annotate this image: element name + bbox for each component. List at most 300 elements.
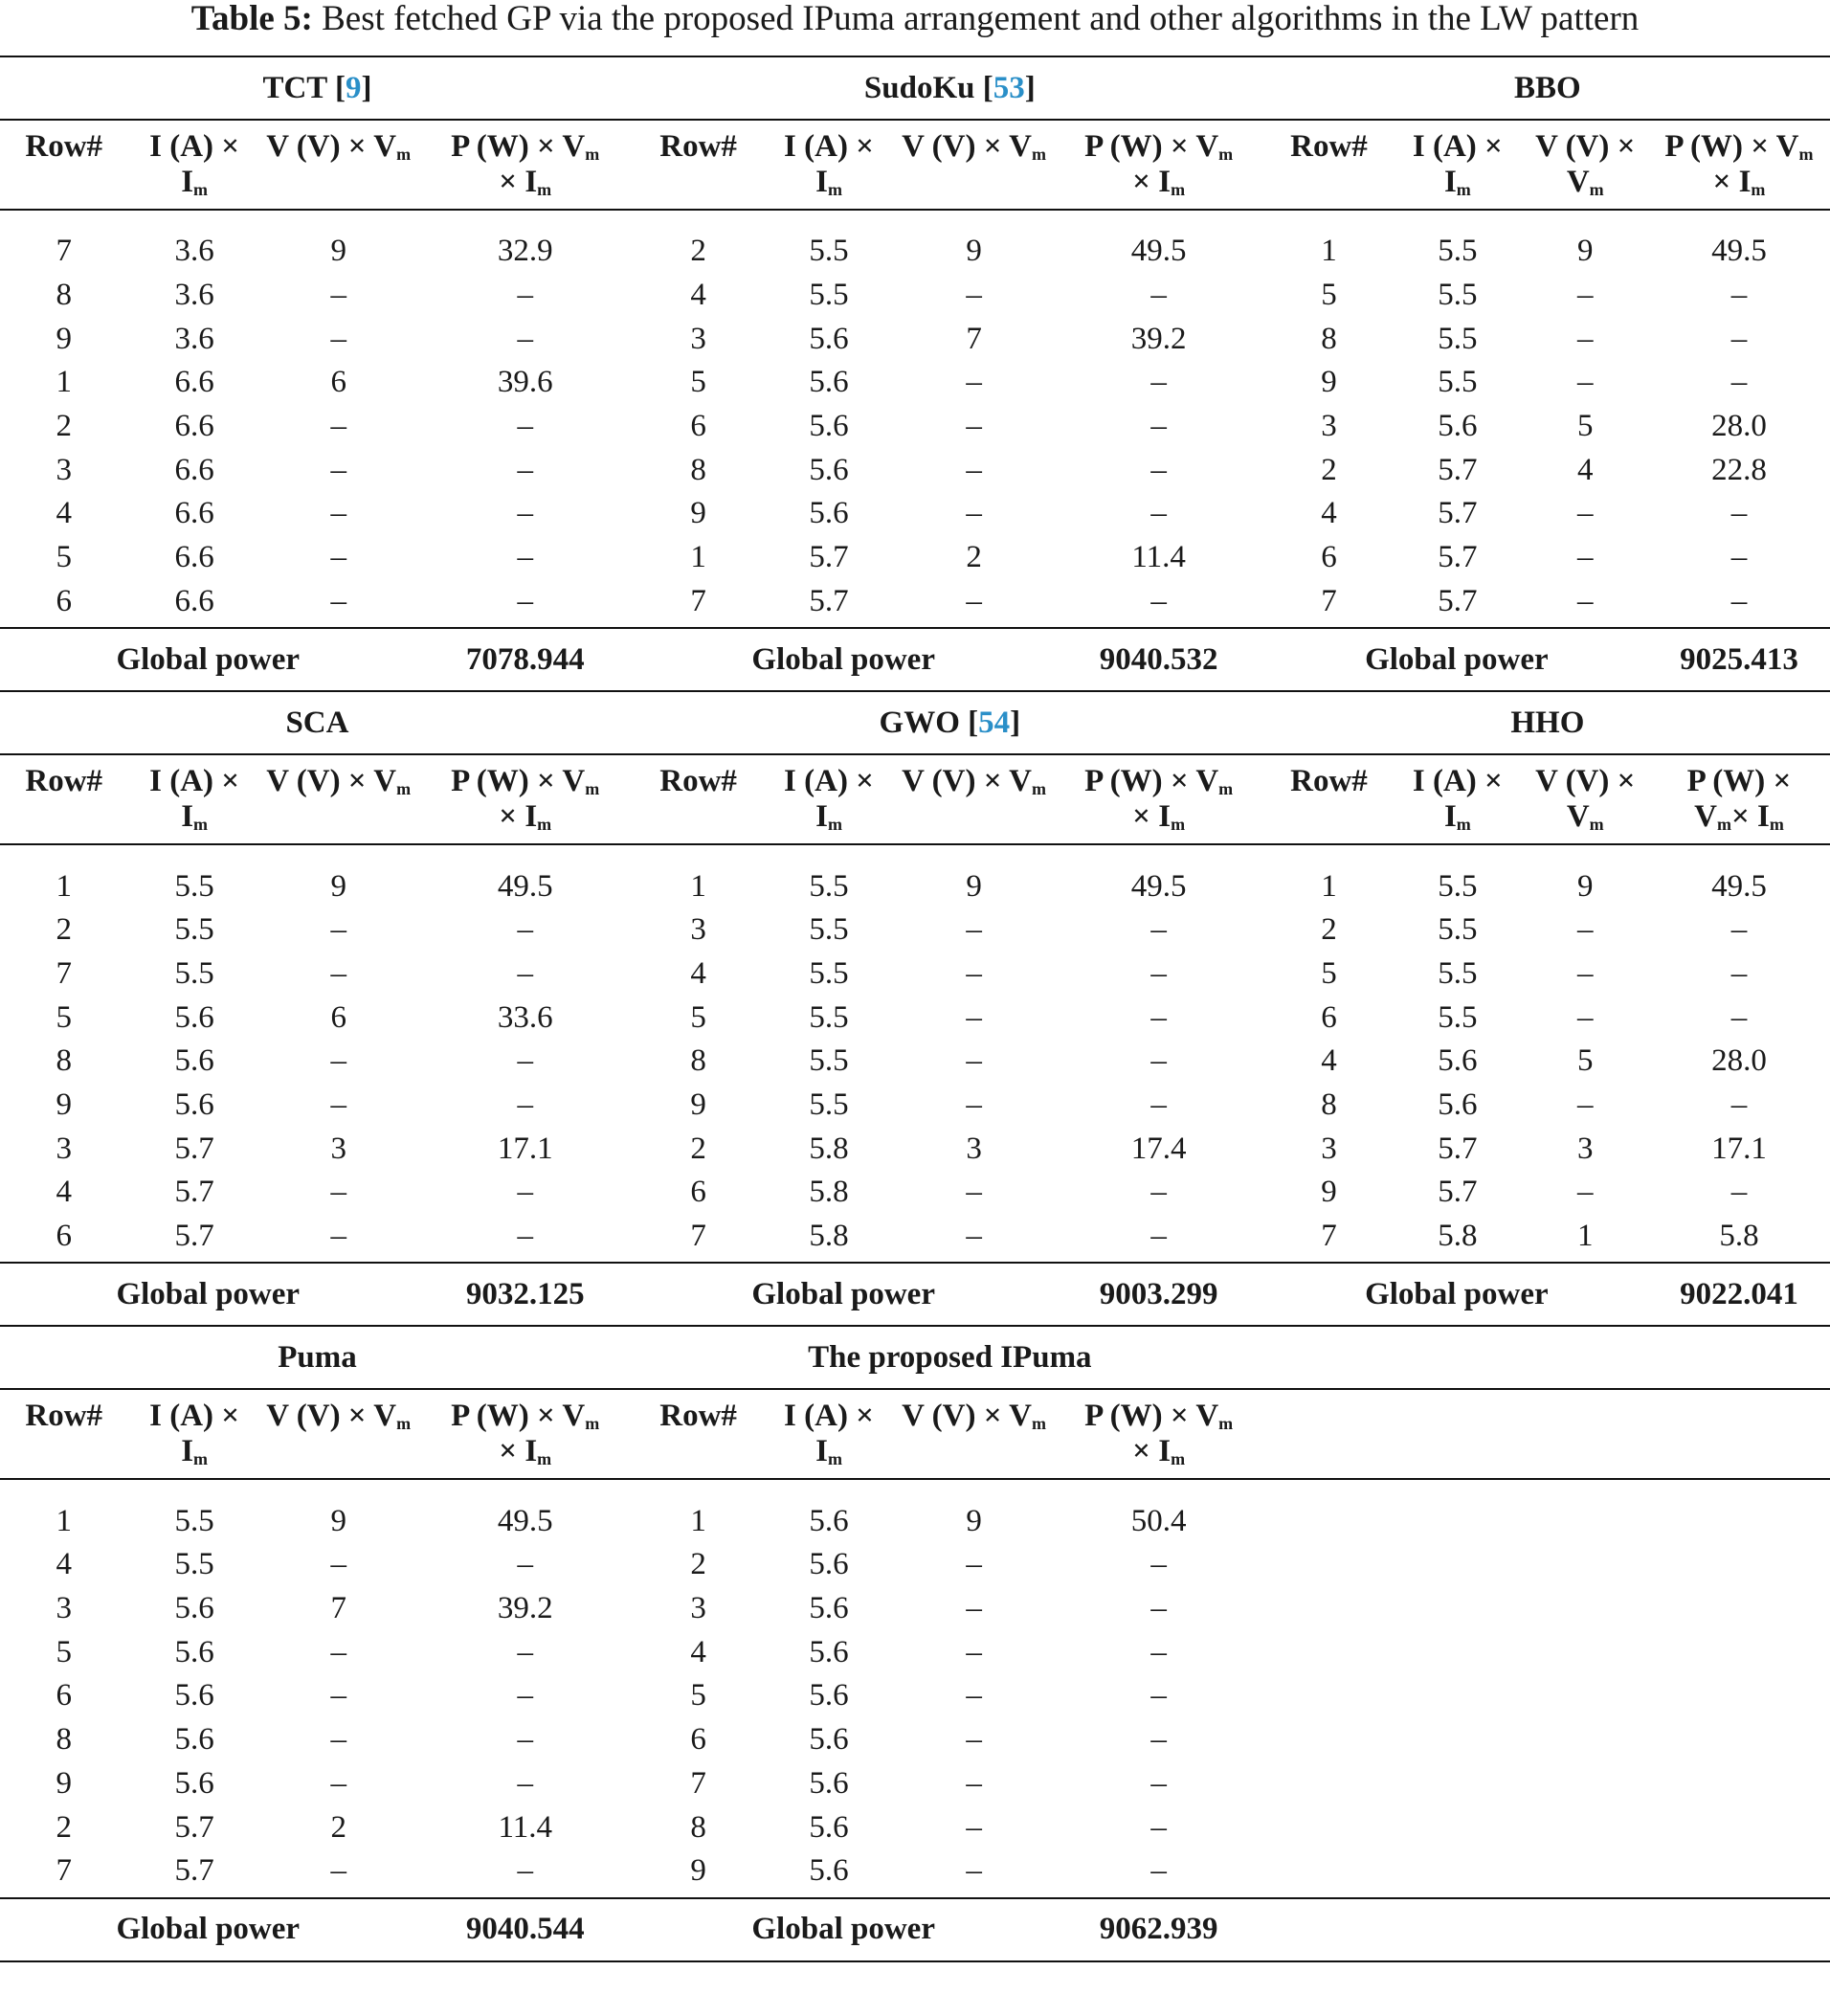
header-cell: P $(W) \times V_m$ — [451, 764, 600, 799]
table-cell: 5.7 — [174, 1809, 214, 1845]
table-cell: 6 — [56, 1678, 72, 1714]
header-cell: $V_m\times I_m$ — [1648, 799, 1830, 844]
header-cell: $I_m$ — [127, 799, 260, 844]
table-cell: 5.7 — [1438, 583, 1478, 618]
header-cell: Row# — [25, 1399, 103, 1434]
algorithm-title — [0, 691, 635, 754]
table-cell: 5.6 — [809, 1678, 849, 1714]
results-table — [0, 56, 1830, 1962]
subscript-m: m — [585, 779, 600, 799]
table-cell: – — [517, 955, 533, 991]
table-cell: – — [330, 278, 346, 313]
table-cell: – — [1577, 912, 1594, 948]
table-cell: – — [1730, 955, 1748, 991]
table-cell: 5.6 — [809, 452, 849, 487]
reference-link[interactable]: 53 — [993, 70, 1025, 105]
header-cell: × $I_m$ — [416, 799, 635, 844]
table-cell: 5.6 — [809, 409, 849, 444]
empty-cell — [1265, 1805, 1393, 1849]
table-cell: 8 — [690, 452, 706, 487]
table-cell: 5.6 — [809, 496, 849, 531]
header-cell: × $I_m$ — [1052, 1434, 1264, 1479]
spacer-row — [0, 210, 1830, 230]
header-cell — [896, 165, 1053, 210]
table-cell: – — [1150, 1175, 1167, 1210]
subscript-m: m — [193, 815, 209, 835]
table-cell: – — [330, 1853, 346, 1889]
table-cell: – — [966, 1043, 982, 1079]
table-cell: 6.6 — [174, 409, 214, 444]
global-power-label: Global power — [635, 1898, 1053, 1961]
header-cell: V $(V) \times V_m$ — [266, 1399, 412, 1434]
table-cell: 5 — [1577, 409, 1594, 444]
table-cell: – — [1150, 365, 1167, 400]
table-cell: 1 — [1577, 1219, 1594, 1254]
header-cell: I (A) × — [149, 764, 240, 799]
table-cell: 49.5 — [1711, 868, 1767, 904]
subscript-m: m — [827, 180, 842, 199]
table-cell: 5.6 — [174, 1722, 214, 1758]
header-cell: $I_m$ — [1393, 165, 1522, 210]
table-cell: – — [1150, 452, 1167, 487]
table-cell: – — [330, 1634, 346, 1669]
table-cell: 5.5 — [174, 868, 214, 904]
table-cell: 5.7 — [174, 1131, 214, 1166]
table-cell: – — [1150, 1722, 1167, 1758]
subscript-m: m — [1171, 180, 1186, 199]
empty-cell — [1523, 1434, 1648, 1479]
table-cell: 5.6 — [174, 999, 214, 1035]
table-cell: 9 — [1321, 365, 1337, 400]
subscript-m: m — [396, 1414, 412, 1434]
table-cell: 5 — [1577, 1043, 1594, 1079]
table-cell: 5.7 — [174, 1219, 214, 1254]
table-cell: 3 — [1321, 409, 1337, 444]
table-cell: 5.6 — [809, 1809, 849, 1845]
table-cell: 6 — [690, 1722, 706, 1758]
table-cell: 8 — [1321, 321, 1337, 356]
table-cell: 5 — [690, 999, 706, 1035]
algorithm-name: TCT [ — [262, 70, 346, 105]
table-cell: – — [517, 452, 533, 487]
header-row-2 — [0, 165, 1830, 210]
subscript-m: m — [396, 145, 412, 164]
subscript-m: m — [1218, 779, 1234, 799]
header-cell — [261, 1434, 416, 1479]
table-cell: 9 — [56, 1765, 72, 1801]
global-power-label: Global power — [1265, 628, 1648, 691]
spacer-cell — [0, 210, 1830, 230]
header-cell: V (V) × — [1535, 764, 1636, 799]
empty-cell — [1648, 1543, 1830, 1587]
table-cell: 2 — [690, 1547, 706, 1582]
table-cell: – — [330, 409, 346, 444]
table-cell: – — [1730, 321, 1748, 356]
bracket: ] — [1010, 705, 1021, 740]
table-cell: 33.6 — [497, 999, 553, 1035]
header-cell — [635, 799, 762, 844]
table-row — [0, 1171, 1830, 1215]
header-cell — [1265, 165, 1393, 210]
header-cell: $I_m$ — [762, 799, 895, 844]
algorithm-name: SCA — [285, 705, 349, 740]
table-cell: – — [517, 1043, 533, 1079]
table-cell: 9 — [966, 234, 982, 269]
subscript-m: m — [537, 1449, 552, 1469]
table-cell: 7 — [690, 1219, 706, 1254]
table-cell: – — [1150, 955, 1167, 991]
global-power-value: 7078.944 — [416, 628, 635, 691]
table-row — [0, 1762, 1830, 1806]
empty-cell — [1523, 1587, 1648, 1631]
reference-link[interactable]: 9 — [345, 70, 362, 105]
table-cell: – — [517, 1765, 533, 1801]
table-row — [0, 996, 1830, 1040]
table-cell: 1 — [690, 540, 706, 575]
table-cell: – — [330, 1043, 346, 1079]
header-cell: P $(W) \times V_m$ — [1084, 1399, 1234, 1434]
header-cell: Row# — [25, 764, 103, 799]
table-cell: 6 — [690, 409, 706, 444]
algorithm-title — [635, 56, 1265, 120]
empty-cell — [1265, 1434, 1393, 1479]
algorithm-title — [1265, 56, 1830, 120]
table-cell: 9 — [966, 1503, 982, 1538]
table-cell: – — [1150, 1219, 1167, 1254]
header-cell — [896, 799, 1053, 844]
table-cell: – — [517, 1678, 533, 1714]
table-cell: 39.2 — [497, 1591, 553, 1626]
table-cell: – — [1150, 912, 1167, 948]
table-cell: 49.5 — [1130, 868, 1187, 904]
table-cell: – — [966, 1634, 982, 1669]
header-cell: P $(W) \times V_m$ — [1664, 129, 1814, 164]
table-cell: – — [966, 1086, 982, 1122]
table-cell: 5.6 — [174, 1678, 214, 1714]
header-cell: I (A) × — [784, 129, 874, 164]
global-power-value: 9032.125 — [416, 1263, 635, 1326]
table-cell: – — [1730, 365, 1748, 400]
header-cell: $I_m$ — [1393, 799, 1522, 844]
header-cell: I (A) × — [1412, 129, 1503, 164]
header-row — [0, 1389, 1830, 1434]
table-cell: 1 — [56, 365, 72, 400]
global-power-value: 9040.544 — [416, 1898, 635, 1961]
header-cell — [0, 165, 127, 210]
table-cell: – — [1730, 540, 1748, 575]
table-cell: – — [1150, 409, 1167, 444]
table-cell: 7 — [330, 1591, 346, 1626]
table-cell: – — [330, 583, 346, 618]
table-cell: – — [517, 540, 533, 575]
table-cell: 6.6 — [174, 365, 214, 400]
global-power-value: 9003.299 — [1052, 1263, 1264, 1326]
table-row — [0, 1587, 1830, 1631]
table-cell: 5.6 — [1438, 409, 1478, 444]
table-row — [0, 952, 1830, 997]
table-cell: 5.6 — [809, 1634, 849, 1669]
table-cell: 5.5 — [174, 912, 214, 948]
header-row-2 — [0, 799, 1830, 844]
table-cell: 2 — [690, 1131, 706, 1166]
table-cell: 4 — [56, 1175, 72, 1210]
table-cell: – — [330, 1547, 346, 1582]
subscript-m: m — [585, 145, 600, 164]
table-cell: 6.6 — [174, 540, 214, 575]
algorithm-name: SudoKu [ — [863, 70, 993, 105]
table-cell: – — [517, 321, 533, 356]
empty-cell — [1648, 1762, 1830, 1806]
table-cell: – — [1150, 583, 1167, 618]
table-cell: 5.5 — [809, 955, 849, 991]
subscript-m: m — [1218, 1414, 1234, 1434]
subscript-m: m — [1218, 145, 1234, 164]
table-cell: 3.6 — [174, 278, 214, 313]
table-cell: 49.5 — [1711, 234, 1767, 269]
header-cell: I (A) × — [1412, 764, 1503, 799]
empty-cell — [1648, 1499, 1830, 1543]
empty-cell — [1393, 1805, 1522, 1849]
header-cell — [261, 165, 416, 210]
table-cell: 5.7 — [1438, 1131, 1478, 1166]
table-row — [0, 1718, 1830, 1762]
subscript-m: m — [1589, 180, 1604, 199]
empty-cell — [1265, 1898, 1830, 1961]
table-cell: 28.0 — [1711, 409, 1767, 444]
table-cell: 8 — [690, 1809, 706, 1845]
bracket: ] — [361, 70, 372, 105]
table-cell: 3 — [690, 1591, 706, 1626]
table-cell: 5.7 — [809, 583, 849, 618]
table-cell: 5.8 — [809, 1175, 849, 1210]
table-cell: 5.5 — [809, 234, 849, 269]
table-row — [0, 908, 1830, 952]
table-row — [0, 536, 1830, 580]
table-cell: – — [330, 321, 346, 356]
table-cell: 5 — [56, 1634, 72, 1669]
header-cell — [0, 1434, 127, 1479]
table-cell: – — [966, 496, 982, 531]
header-cell — [1265, 799, 1393, 844]
table-cell: 39.6 — [497, 365, 553, 400]
header-row — [0, 754, 1830, 799]
empty-cell — [1393, 1762, 1522, 1806]
header-cell: P $(W) \times V_m$ — [451, 1399, 600, 1434]
global-power-row — [0, 1263, 1830, 1326]
subscript-m: m — [1751, 180, 1766, 199]
table-cell: 3 — [1577, 1131, 1594, 1166]
subscript-m: m — [1798, 145, 1814, 164]
table-cell: 3 — [690, 321, 706, 356]
algorithm-title — [635, 1326, 1265, 1389]
table-cell: – — [517, 1547, 533, 1582]
table-cell: 1 — [56, 868, 72, 904]
table-cell: – — [1577, 583, 1594, 618]
table-cell: 4 — [690, 955, 706, 991]
table-cell: 5.6 — [809, 1503, 849, 1538]
table-cell: 5.5 — [174, 1547, 214, 1582]
table-cell: – — [517, 1175, 533, 1210]
table-cell: 5.5 — [1438, 955, 1478, 991]
table-cell: 7 — [1321, 1219, 1337, 1254]
global-power-label: Global power — [0, 1898, 416, 1961]
table-cell: 5.8 — [1719, 1219, 1759, 1254]
table-row — [0, 1084, 1830, 1128]
header-cell: V (V) × — [1535, 129, 1636, 164]
table-cell: 49.5 — [497, 868, 553, 904]
table-cell: – — [1730, 1175, 1748, 1210]
global-power-label: Global power — [635, 628, 1053, 691]
table-cell: 5.6 — [809, 1722, 849, 1758]
table-row — [0, 864, 1830, 908]
subscript-m: m — [193, 180, 209, 199]
subscript-m: m — [1716, 815, 1731, 835]
table-cell: 5.6 — [809, 1765, 849, 1801]
table-cell: 5.5 — [1438, 321, 1478, 356]
header-cell: Row# — [659, 129, 737, 164]
table-row — [0, 1499, 1830, 1543]
empty-cell — [1648, 1849, 1830, 1898]
table-cell: 2 — [56, 409, 72, 444]
table-cell: – — [517, 912, 533, 948]
reference-link[interactable]: 54 — [978, 705, 1011, 740]
header-cell: × $I_m$ — [416, 1434, 635, 1479]
subscript-m: m — [827, 1449, 842, 1469]
table-cell: – — [1730, 912, 1748, 948]
table-cell: 5.7 — [1438, 452, 1478, 487]
table-cell: 6 — [690, 1175, 706, 1210]
block-title-row — [0, 691, 1830, 754]
table-cell: – — [1150, 1086, 1167, 1122]
empty-cell — [1265, 1499, 1393, 1543]
table-cell: 5.7 — [174, 1175, 214, 1210]
table-cell: 9 — [330, 1503, 346, 1538]
table-cell: – — [966, 1809, 982, 1845]
table-cell: – — [517, 583, 533, 618]
global-power-label: Global power — [0, 1263, 416, 1326]
algorithm-title — [0, 56, 635, 120]
table-cell: 5.6 — [174, 1591, 214, 1626]
table-cell: 5 — [56, 999, 72, 1035]
header-cell: $I_m$ — [762, 165, 895, 210]
table-cell: – — [966, 1219, 982, 1254]
empty-cell — [1393, 1718, 1522, 1762]
table-cell: – — [1150, 1043, 1167, 1079]
table-cell: 5.6 — [809, 365, 849, 400]
empty-cell — [1393, 1630, 1522, 1674]
table-cell: – — [330, 912, 346, 948]
table-cell: 7 — [1321, 583, 1337, 618]
table-cell: 1 — [690, 868, 706, 904]
table-cell: – — [966, 278, 982, 313]
table-cell: 9 — [690, 496, 706, 531]
table-cell: – — [1577, 321, 1594, 356]
table-cell: 17.1 — [1711, 1131, 1767, 1166]
header-cell: P $(W) \times V_m$ — [451, 129, 600, 164]
empty-cell — [1648, 1718, 1830, 1762]
header-cell — [635, 165, 762, 210]
table-cell: 7 — [966, 321, 982, 356]
table-cell: 4 — [690, 278, 706, 313]
header-cell: I (A) × — [149, 1399, 240, 1434]
header-cell: Row# — [1290, 764, 1368, 799]
table-row — [0, 1543, 1830, 1587]
empty-cell — [1523, 1849, 1648, 1898]
table-cell: – — [330, 955, 346, 991]
empty-cell — [1265, 1849, 1393, 1898]
header-cell: $I_m$ — [762, 1434, 895, 1479]
table-cell: 7 — [690, 1765, 706, 1801]
header-cell: Row# — [25, 129, 103, 164]
table-cell: – — [966, 1678, 982, 1714]
table-cell: 6.6 — [174, 452, 214, 487]
table-cell: – — [1577, 999, 1594, 1035]
table-cell: 4 — [56, 496, 72, 531]
table-cell: 5.8 — [1438, 1219, 1478, 1254]
table-row — [0, 492, 1830, 536]
table-cell: 5.5 — [1438, 868, 1478, 904]
subscript-m: m — [396, 779, 412, 799]
table-cell: 5.6 — [174, 1634, 214, 1669]
table-cell: 8 — [690, 1043, 706, 1079]
table-cell: 6 — [330, 365, 346, 400]
bracket: ] — [1024, 70, 1036, 105]
table-cell: 5.5 — [174, 955, 214, 991]
spacer-row — [0, 844, 1830, 864]
table-cell: 22.8 — [1711, 452, 1767, 487]
table-cell: – — [330, 1175, 346, 1210]
empty-cell — [1393, 1543, 1522, 1587]
empty-cell — [1523, 1389, 1648, 1434]
table-cell: 5 — [690, 1678, 706, 1714]
table-cell: 17.4 — [1130, 1131, 1187, 1166]
header-cell: P (W) × — [1686, 764, 1792, 799]
table-cell: 9 — [56, 1086, 72, 1122]
table-cell: – — [1150, 1591, 1167, 1626]
header-cell: V $(V) \times V_m$ — [266, 764, 412, 799]
table-cell: – — [966, 365, 982, 400]
table-cell: 5 — [690, 365, 706, 400]
table-cell: 39.2 — [1130, 321, 1187, 356]
subscript-m: m — [827, 815, 842, 835]
table-cell: 8 — [56, 1043, 72, 1079]
table-cell: 8 — [1321, 1086, 1337, 1122]
table-cell: 5.7 — [174, 1853, 214, 1889]
table-cell: 3 — [690, 912, 706, 948]
subscript-m: m — [585, 1414, 600, 1434]
table-cell: – — [1577, 540, 1594, 575]
table-cell: – — [966, 409, 982, 444]
table-cell: – — [1730, 999, 1748, 1035]
table-cell: 3 — [966, 1131, 982, 1166]
table-cell: – — [966, 1765, 982, 1801]
table-cell: 5 — [56, 540, 72, 575]
header-cell: I (A) × — [784, 764, 874, 799]
empty-cell — [1648, 1389, 1830, 1434]
subscript-m: m — [537, 815, 552, 835]
table-cell: – — [1150, 278, 1167, 313]
table-cell: 3 — [330, 1131, 346, 1166]
table-cell: 7 — [56, 955, 72, 991]
table-row — [0, 1040, 1830, 1084]
header-cell: I (A) × — [149, 129, 240, 164]
table-cell: – — [1150, 1765, 1167, 1801]
table-cell: 5.7 — [809, 540, 849, 575]
global-power-value: 9040.532 — [1052, 628, 1264, 691]
header-cell: P $(W) \times V_m$ — [1084, 764, 1234, 799]
subscript-m: m — [1032, 1414, 1047, 1434]
header-cell — [896, 1434, 1053, 1479]
